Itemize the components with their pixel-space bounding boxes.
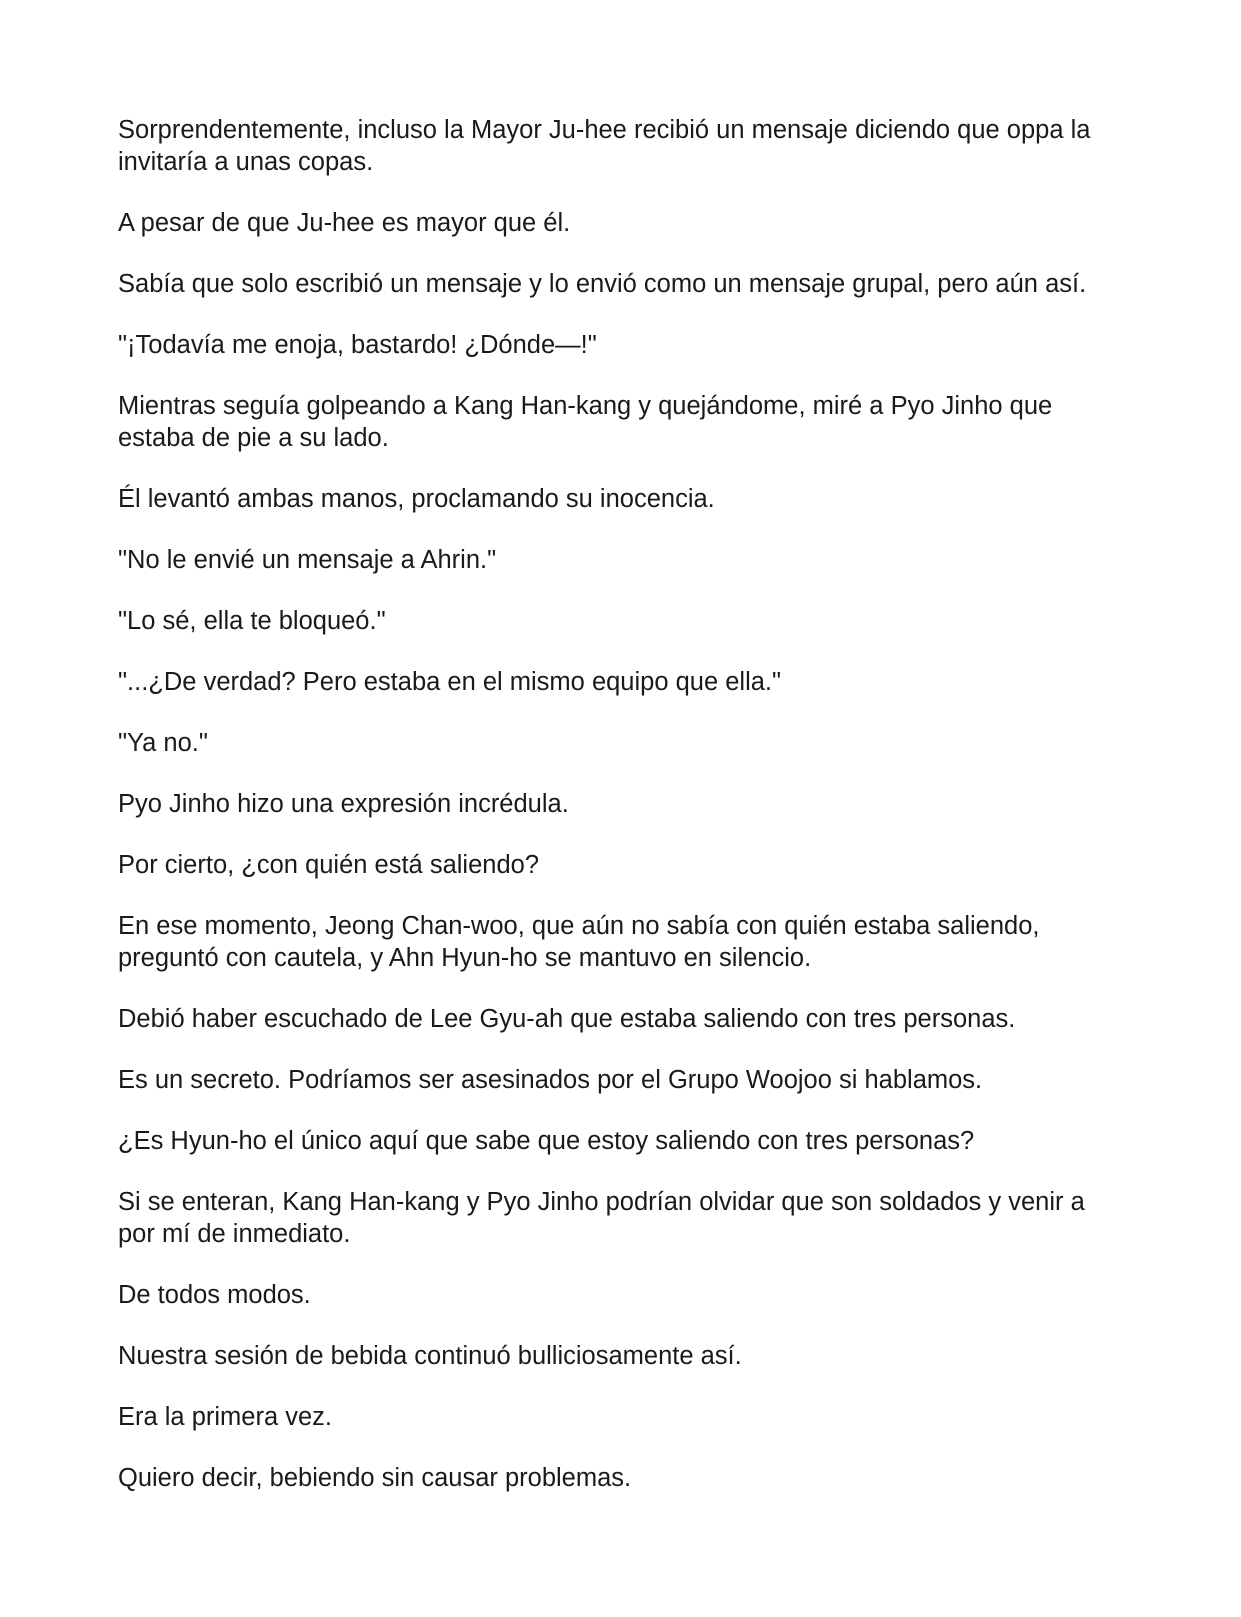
paragraph: Sorprendentemente, incluso la Mayor Ju-hee recibió un mensaje diciendo que oppa la invitaría a unas copas. — [118, 116, 1091, 176]
paragraph: "Lo sé, ella te bloqueó." — [118, 607, 386, 635]
paragraph: ¿Es Hyun-ho el único aquí que sabe que estoy saliendo con tres personas? — [118, 1127, 975, 1155]
paragraph: "Ya no." — [118, 729, 208, 757]
paragraph: "¡Todavía me enoja, bastardo! ¿Dónde—!" — [118, 331, 597, 359]
document-body — [118, 114, 1128, 1523]
paragraph: Por cierto, ¿con quién está saliendo? — [118, 851, 539, 879]
paragraph: "...¿De verdad? Pero estaba en el mismo equipo que ella." — [118, 668, 782, 696]
paragraph: "No le envié un mensaje a Ahrin." — [118, 546, 497, 574]
paragraph: A pesar de que Ju-hee es mayor que él. — [118, 209, 571, 237]
paragraph: Era la primera vez. — [118, 1403, 332, 1431]
paragraph: Debió haber escuchado de Lee Gyu-ah que estaba saliendo con tres personas. — [118, 1005, 1016, 1033]
paragraph: Él levantó ambas manos, proclamando su inocencia. — [118, 485, 715, 513]
paragraph: Si se enteran, Kang Han-kang y Pyo Jinho podrían olvidar que son soldados y venir a por mí de inmediato. — [118, 1188, 1085, 1248]
paragraph: Pyo Jinho hizo una expresión incrédula. — [118, 790, 569, 818]
paragraph: Es un secreto. Podríamos ser asesinados por el Grupo Woojoo si hablamos. — [118, 1066, 983, 1094]
paragraph: En ese momento, Jeong Chan-woo, que aún no sabía con quién estaba saliendo, preguntó con cautela, y Ahn Hyun-ho se mantuvo en silencio. — [118, 912, 1040, 972]
paragraph: Quiero decir, bebiendo sin causar problemas. — [118, 1464, 632, 1492]
paragraph: Mientras seguía golpeando a Kang Han-kang y quejándome, miré a Pyo Jinho que estaba de pie a su lado. — [118, 392, 1053, 452]
paragraph: Nuestra sesión de bebida continuó bulliciosamente así. — [118, 1342, 742, 1370]
paragraph: Sabía que solo escribió un mensaje y lo envió como un mensaje grupal, pero aún así. — [118, 270, 1087, 298]
paragraph: De todos modos. — [118, 1281, 311, 1309]
